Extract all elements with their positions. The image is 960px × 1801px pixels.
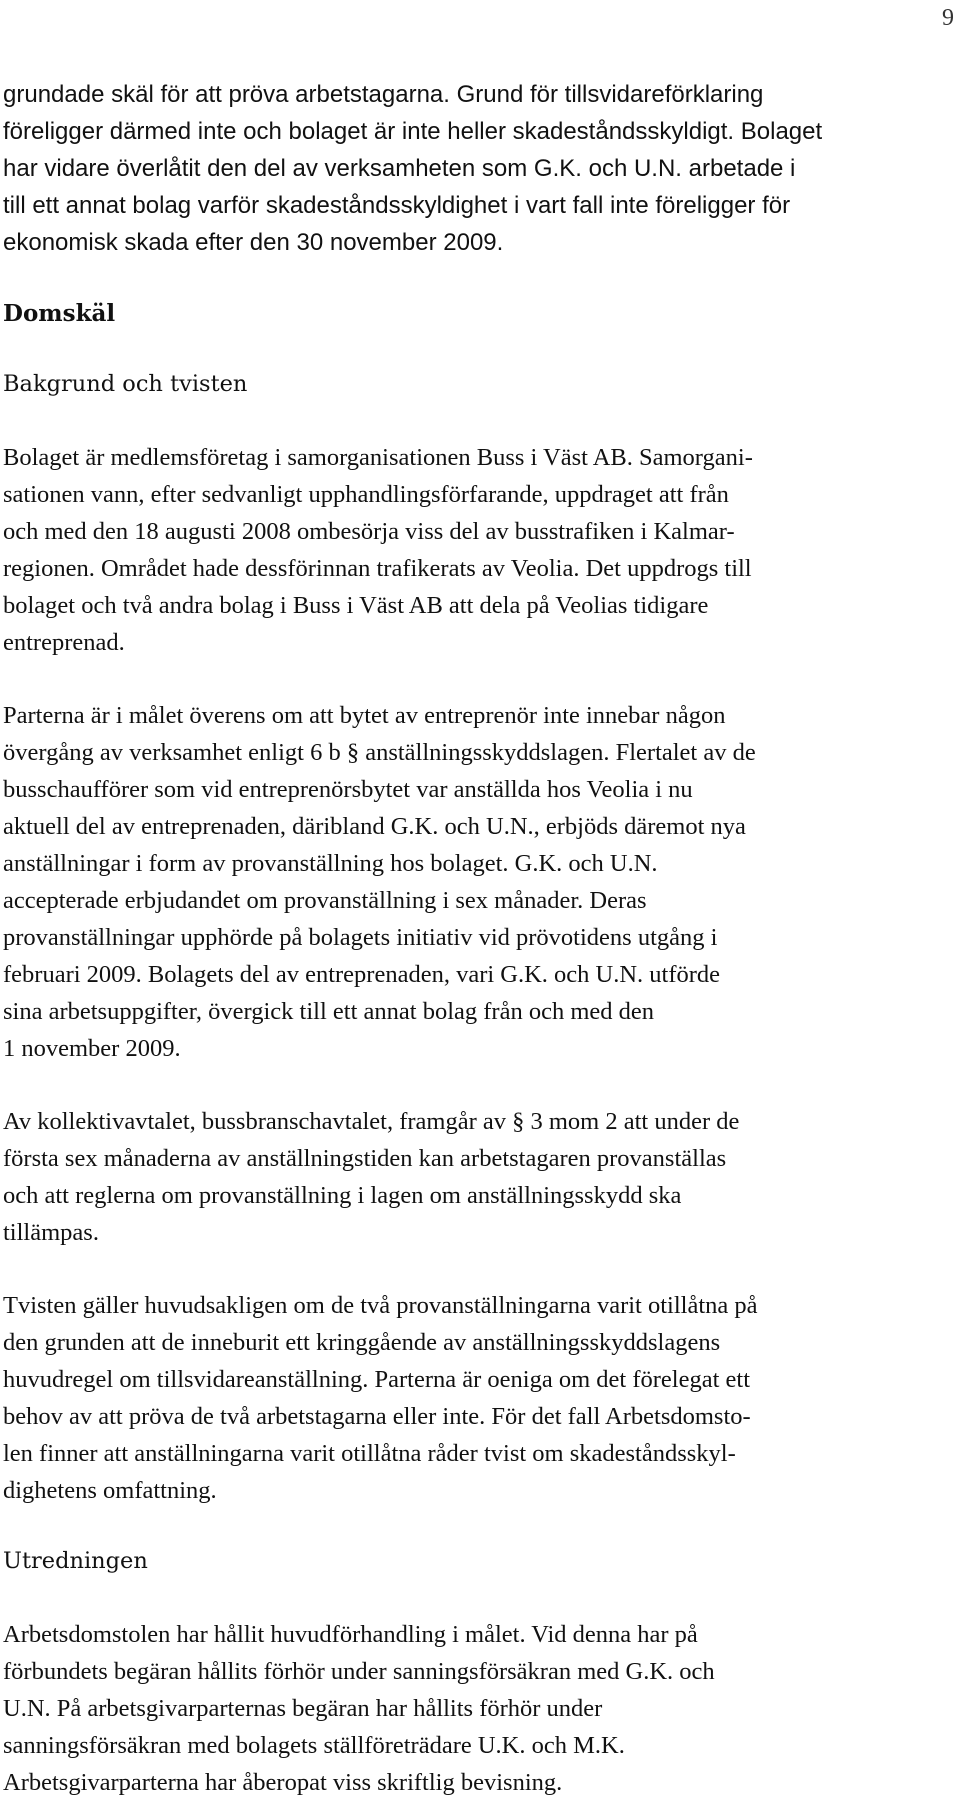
text-line: bolaget och två andra bolag i Buss i Väst AB att dela på Veolias tidigare [3,592,709,619]
text-line: och med den 18 augusti 2008 ombesörja viss del av busstrafiken i Kalmar- [3,518,735,545]
section-heading-domskal: Domskäl [3,300,116,327]
text-line: första sex månaderna av anställningstiden kan arbetstagaren provanställas [3,1145,727,1172]
text-line: regionen. Området hade dessförinnan trafikerats av Veolia. Det uppdrogs till [3,555,752,582]
text-line: februari 2009. Bolagets del av entreprenaden, vari G.K. och U.N. utförde [3,961,721,988]
text-line: övergång av verksamhet enligt 6 b § anställningsskyddslagen. Flertalet av de [3,739,756,766]
text-line: sina arbetsuppgifter, övergick till ett annat bolag från och med den [3,998,655,1025]
text-line: och att reglerna om provanställning i lagen om anställningsskydd ska [3,1182,682,1209]
text-line: föreligger därmed inte och bolaget är inte heller skadeståndsskyldigt. Bolaget [3,118,823,145]
text-line: till ett annat bolag varför skadeståndsskyldighet i vart fall inte föreligger för [3,192,791,219]
text-line: har vidare överlåtit den del av verksamheten som G.K. och U.N. arbetade i [3,155,796,182]
text-line: aktuell del av entreprenaden, däribland G.K. och U.N., erbjöds däremot nya [3,813,746,840]
document-body [3,76,948,1801]
text-line: provanställningar upphörde på bolagets initiativ vid prövotidens utgång i [3,924,718,951]
text-line: accepterade erbjudandet om provanställning i sex månader. Deras [3,887,647,914]
text-line: Parterna är i målet överens om att bytet av entreprenör inte innebar någon [3,702,726,729]
final-paragraph [3,1616,948,1801]
text-line: den grunden att de inneburit ett kringgående av anställningsskyddslagens [3,1329,721,1356]
paragraph-4 [3,1287,948,1509]
text-line: grundade skäl för att pröva arbetstagarna. Grund för tillsvidareförklaring [3,81,764,108]
paragraph-1 [3,439,948,661]
subheading-utredningen: Utredningen [3,1548,148,1574]
text-line: busschaufförer som vid entreprenörsbytet var anställda hos Veolia i nu [3,776,693,803]
text-line: ekonomisk skada efter den 30 november 2009. [3,229,504,256]
text-line: dighetens omfattning. [3,1477,217,1504]
paragraph-3 [3,1103,948,1251]
paragraph-2 [3,697,948,1067]
text-line: Arbetsdomstolen har hållit huvudförhandling i målet. Vid denna har på [3,1621,698,1648]
text-line: tillämpas. [3,1219,99,1246]
text-line: anställningar i form av provanställning hos bolaget. G.K. och U.N. [3,850,658,877]
text-line: sanningsförsäkran med bolagets ställföreträdare U.K. och M.K. [3,1732,625,1759]
text-line: Arbetsgivarparterna har åberopat viss skriftlig bevisning. [3,1769,563,1796]
intro-paragraph [3,76,948,261]
text-line: huvudregel om tillsvidareanställning. Parterna är oeniga om det förelegat ett [3,1366,750,1393]
text-line: Av kollektivavtalet, bussbranschavtalet, framgår av § 3 mom 2 att under de [3,1108,740,1135]
subheading-bakgrund: Bakgrund och tvisten [3,371,248,397]
text-line: 1 november 2009. [3,1035,181,1062]
page-number: 9 [942,5,954,31]
text-line: Bolaget är medlemsföretag i samorganisationen Buss i Väst AB. Samorgani- [3,444,753,471]
text-line: förbundets begäran hållits förhör under sanningsförsäkran med G.K. och [3,1658,715,1685]
text-line: U.N. På arbetsgivarparternas begäran har hållits förhör under [3,1695,603,1722]
text-line: len finner att anställningarna varit otillåtna råder tvist om skadeståndsskyl- [3,1440,736,1467]
text-line: sationen vann, efter sedvanligt upphandlingsförfarande, uppdraget att från [3,481,729,508]
text-line: behov av att pröva de två arbetstagarna eller inte. För det fall Arbetsdomsto- [3,1403,751,1430]
text-line: entreprenad. [3,629,125,656]
text-line: Tvisten gäller huvudsakligen om de två provanställningarna varit otillåtna på [3,1292,758,1319]
